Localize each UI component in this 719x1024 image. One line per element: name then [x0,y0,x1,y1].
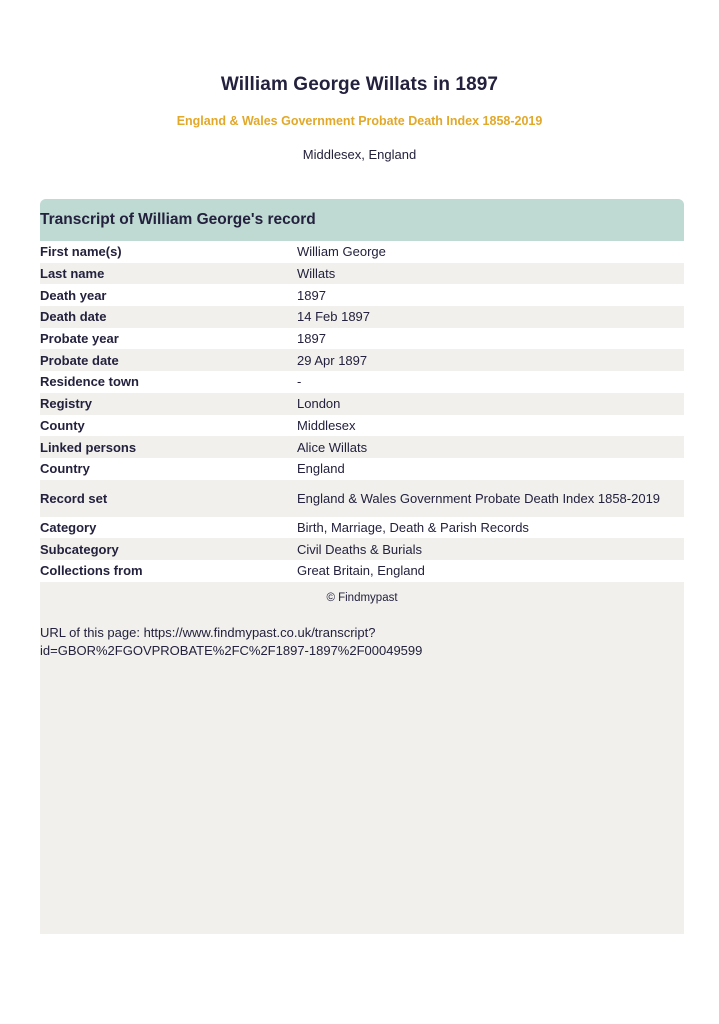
transcript-card [40,199,684,934]
row-label: Residence town [40,374,139,390]
row-label: County [40,417,85,433]
record-set-title: England & Wales Government Probate Death Index 1858-2019 [176,114,543,128]
row-label: Last name [40,266,105,282]
row-value: 14 Feb 1897 [297,309,371,325]
row-label: Death date [40,309,107,325]
table-row [40,284,684,306]
table-row [40,328,684,350]
row-value: Middlesex [297,417,356,433]
page-url-line: id=GBOR%2FGOVPROBATE%2FC%2F1897-1897%2F00049599 [40,642,423,658]
row-label: Death year [40,287,107,303]
row-label: Registry [40,396,93,412]
row-value: - [297,374,302,390]
page-title: William George Willats in 1897 [220,74,499,95]
row-label: Collections from [40,563,143,579]
row-value: 1897 [297,331,326,347]
table-row [40,480,684,517]
row-value: Willats [297,266,336,282]
table-row [40,436,684,458]
table-row [40,517,684,539]
table-row [40,306,684,328]
row-label: Probate year [40,331,119,347]
table-row [40,538,684,560]
row-value: London [297,396,341,412]
row-label: Linked persons [40,439,137,455]
row-value: Alice Willats [297,439,368,455]
transcript-heading: Transcript of William George's record [40,211,316,228]
page-url-line: URL of this page: https://www.findmypast.co.uk/transcript? [40,624,376,640]
page-url [40,624,684,660]
row-label: Category [40,519,97,535]
row-label: Country [40,461,90,477]
row-value: Civil Deaths & Burials [297,541,422,557]
table-row [40,458,684,480]
table-row [40,371,684,393]
transcript-header [40,199,684,241]
table-row [40,349,684,371]
row-label: First name(s) [40,244,122,260]
row-value: England [297,461,345,477]
row-label: Probate date [40,352,119,368]
row-value: 29 Apr 1897 [297,352,368,368]
row-value: 1897 [297,287,326,303]
transcript-table [40,241,684,582]
copyright-notice: © Findmypast [326,591,398,604]
table-row [40,263,684,285]
row-label: Record set [40,490,108,506]
table-row [40,415,684,437]
record-location: Middlesex, England [302,147,417,162]
table-row [40,241,684,263]
row-value: William George [297,244,386,260]
row-label: Subcategory [40,541,119,557]
table-row [40,393,684,415]
row-value: Great Britain, England [297,563,425,579]
row-value: England & Wales Government Probate Death Index 1858-2019 [297,490,661,506]
row-value: Birth, Marriage, Death & Parish Records [297,519,529,535]
table-row [40,560,684,582]
